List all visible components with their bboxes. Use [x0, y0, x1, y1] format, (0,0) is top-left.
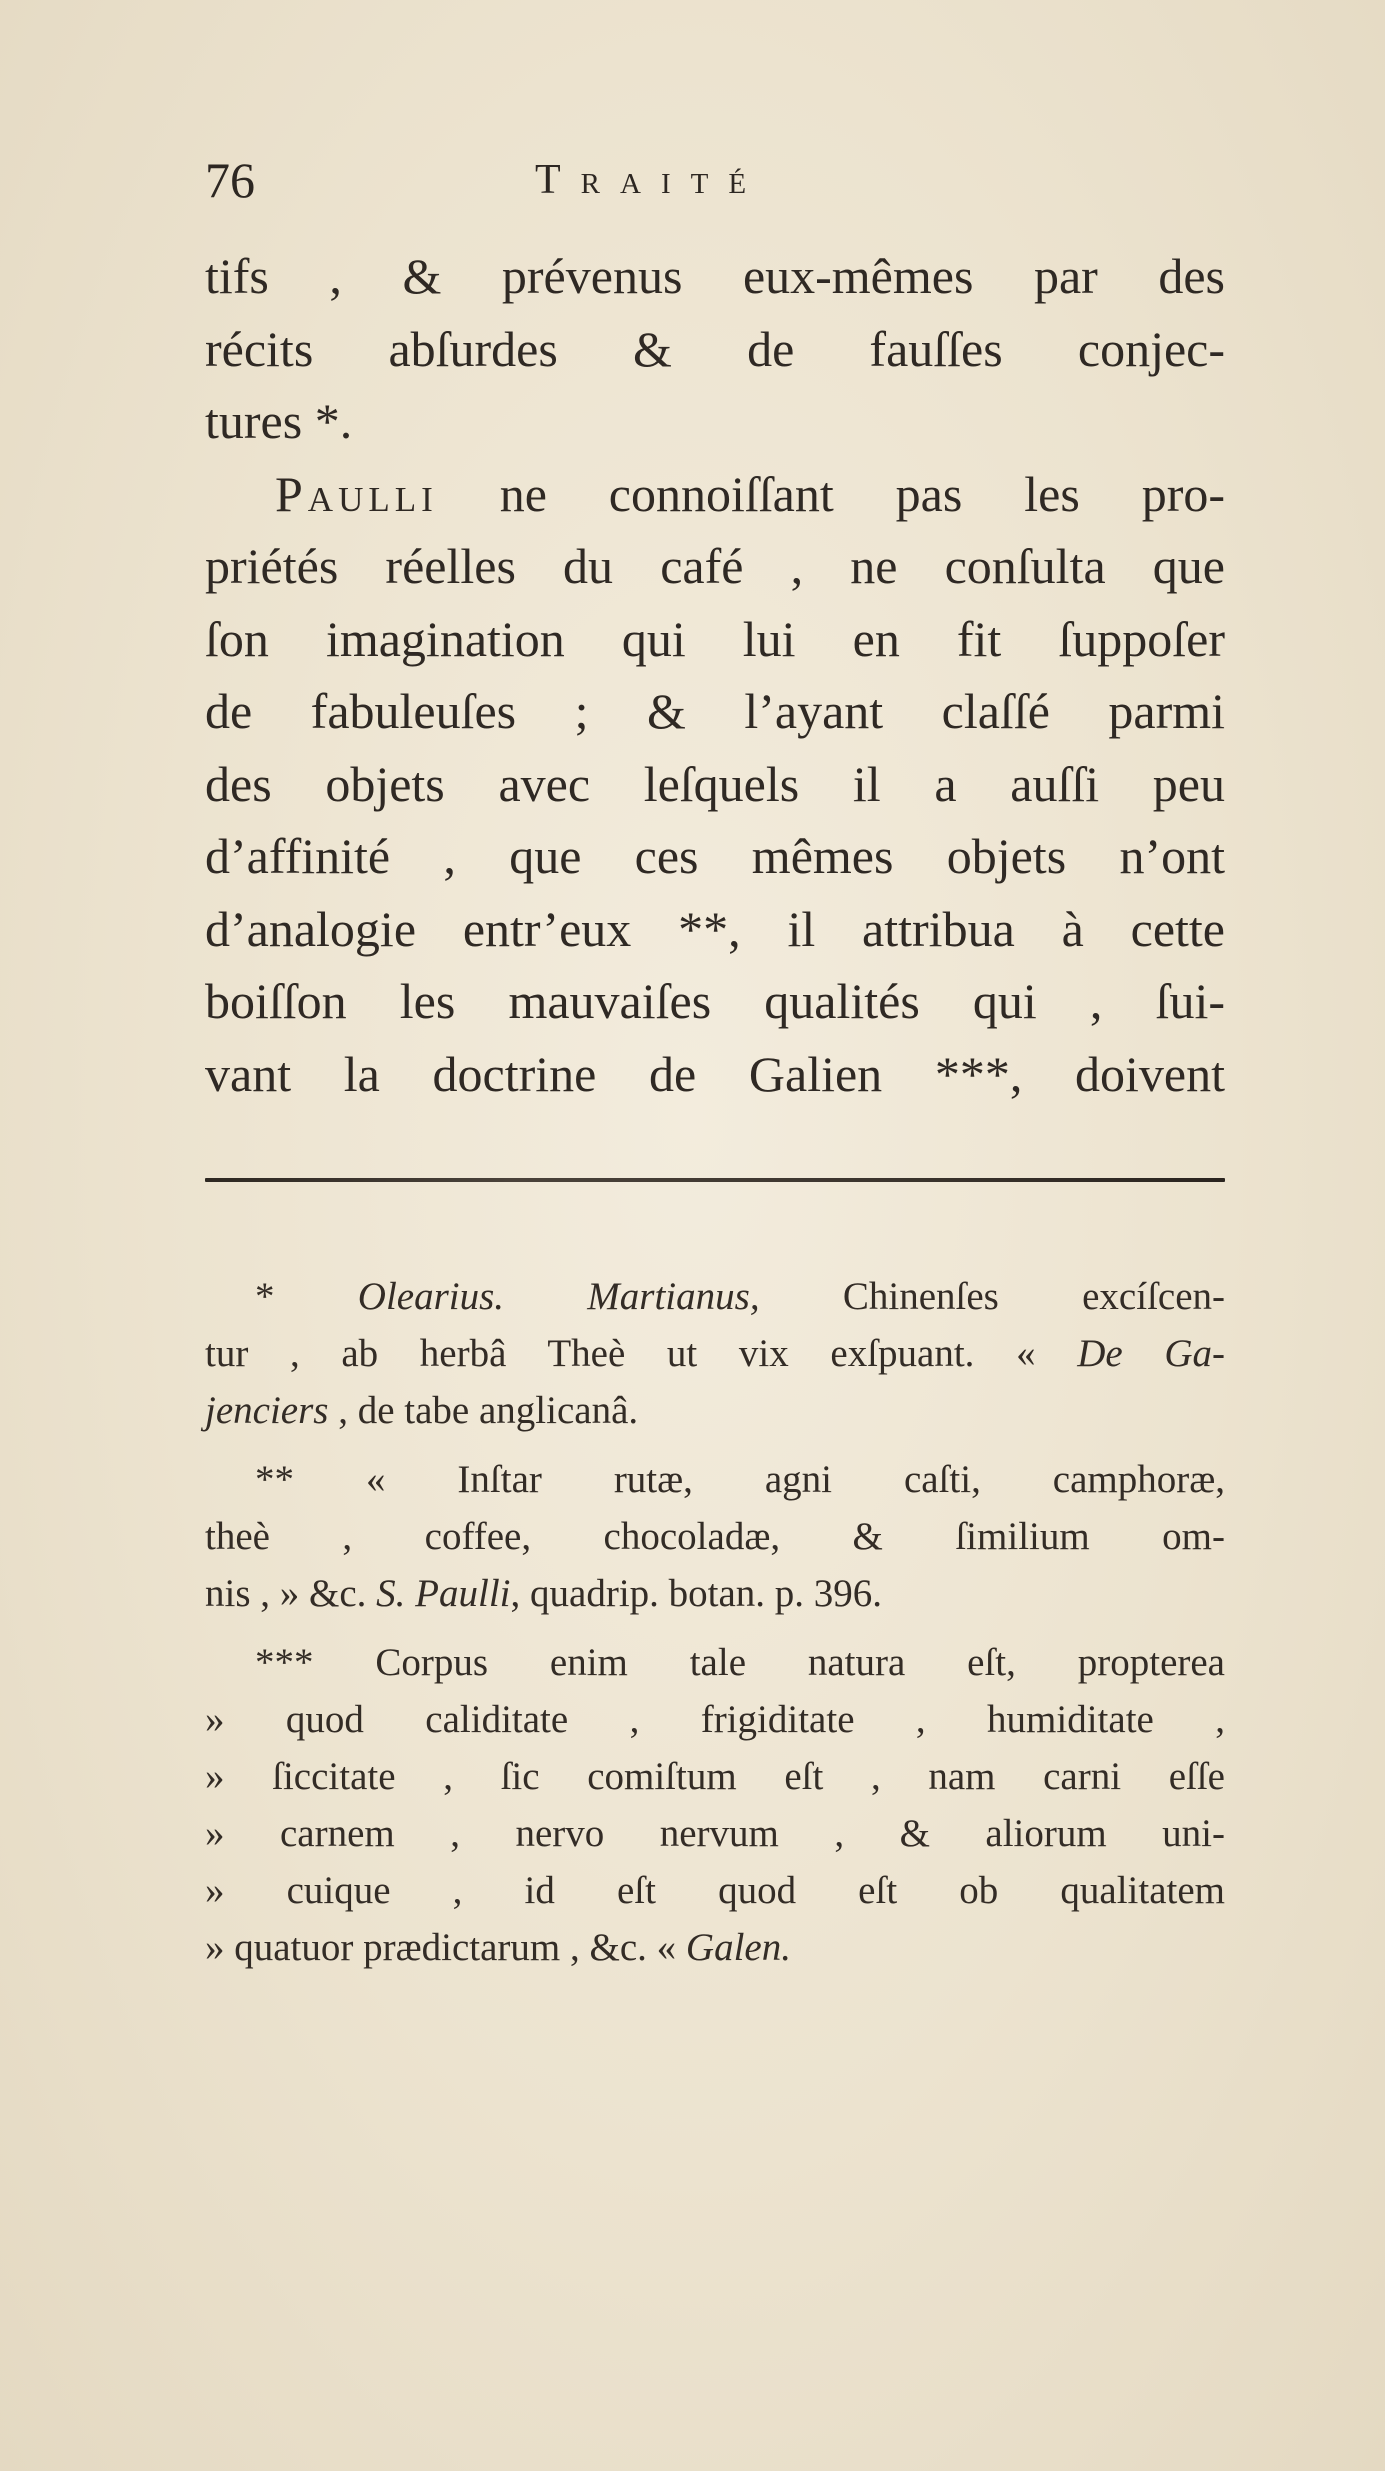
text-line: boiſſon les mauvaiſes qualités qui , ſui- [205, 973, 1225, 1029]
main-text [205, 240, 1225, 1110]
footnote-line: » quod caliditate , frigiditate , humiditate , [205, 1698, 1225, 1741]
footnote-text: » quatuor prædictarum , &c. « [205, 1926, 677, 1969]
footnote-title: De Ga- [1077, 1332, 1225, 1375]
text-line: des objets avec leſquels il a auſſi peu [205, 755, 1225, 812]
footnote-line [205, 1919, 1225, 1976]
footnote-rule [205, 1178, 1225, 1182]
footnote-line: *** Corpus enim tale natura eſt, propterea [255, 1641, 1225, 1684]
footnotes [205, 1268, 1225, 1976]
text-line: d’analogie entr’eux **, il attribua à cette [205, 900, 1225, 957]
footnote-text: tur , ab herbâ Theè ut vix exſpuant. « [205, 1332, 1036, 1375]
text-line: tures *. [205, 393, 353, 449]
footnote-author: S. Paulli [376, 1572, 511, 1615]
footnote-text: Chinenſes excíſcen- [842, 1275, 1226, 1318]
footnote-line [205, 1565, 1225, 1622]
text-line: ſon imagination qui lui en fit ſuppoſer [205, 610, 1225, 667]
footnote-line: ** « Inſtar rutæ, agni caſti, camphoræ, [255, 1458, 1225, 1501]
footnote-author: Galen. [685, 1926, 791, 1969]
footnote-author: Olearius. Martianus, [357, 1275, 760, 1318]
footnote-line [205, 1325, 1225, 1382]
footnote-text: , de tabe anglicanâ. [338, 1389, 639, 1432]
footnote-line [205, 1382, 1225, 1439]
footnote-title: jenciers [205, 1389, 329, 1432]
text-line: de fabuleuſes ; & l’ayant claſſé parmi [205, 683, 1225, 739]
footnote-line: » ſiccitate , ſic comiſtum eſt , nam carni eſſe [205, 1755, 1225, 1798]
author-name-paulli: Paulli [275, 465, 438, 522]
text-line-rest: ne connoiſſant pas les pro- [499, 465, 1226, 522]
footnote-marker: * [255, 1275, 275, 1318]
running-head [205, 150, 1225, 220]
page-number: 76 [205, 152, 255, 208]
text-line: récits abſurdes & de fauſſes conjec- [205, 320, 1225, 377]
footnote-line: » carnem , nervo nervum , & aliorum uni- [205, 1812, 1225, 1855]
footnote-line: » cuique , id eſt quod eſt ob qualitatem [205, 1869, 1225, 1912]
running-title: Traité [535, 157, 767, 203]
text-line: d’affinité , que ces mêmes objets n’ont [205, 828, 1225, 884]
footnote-line: theè , coffee, chocoladæ, & ſimilium om- [205, 1515, 1225, 1558]
text-line [205, 458, 1225, 531]
text-line: vant la doctrine de Galien ***, doivent [205, 1045, 1225, 1102]
footnote-line [205, 1268, 1225, 1325]
footnote-text: nis , » &c. [205, 1572, 367, 1615]
text-line: tifs , & prévenus eux-mêmes par des [205, 248, 1225, 304]
text-line: priétés réelles du café , ne conſulta que [205, 538, 1225, 594]
footnote-text: , quadrip. botan. p. 396. [510, 1572, 883, 1615]
